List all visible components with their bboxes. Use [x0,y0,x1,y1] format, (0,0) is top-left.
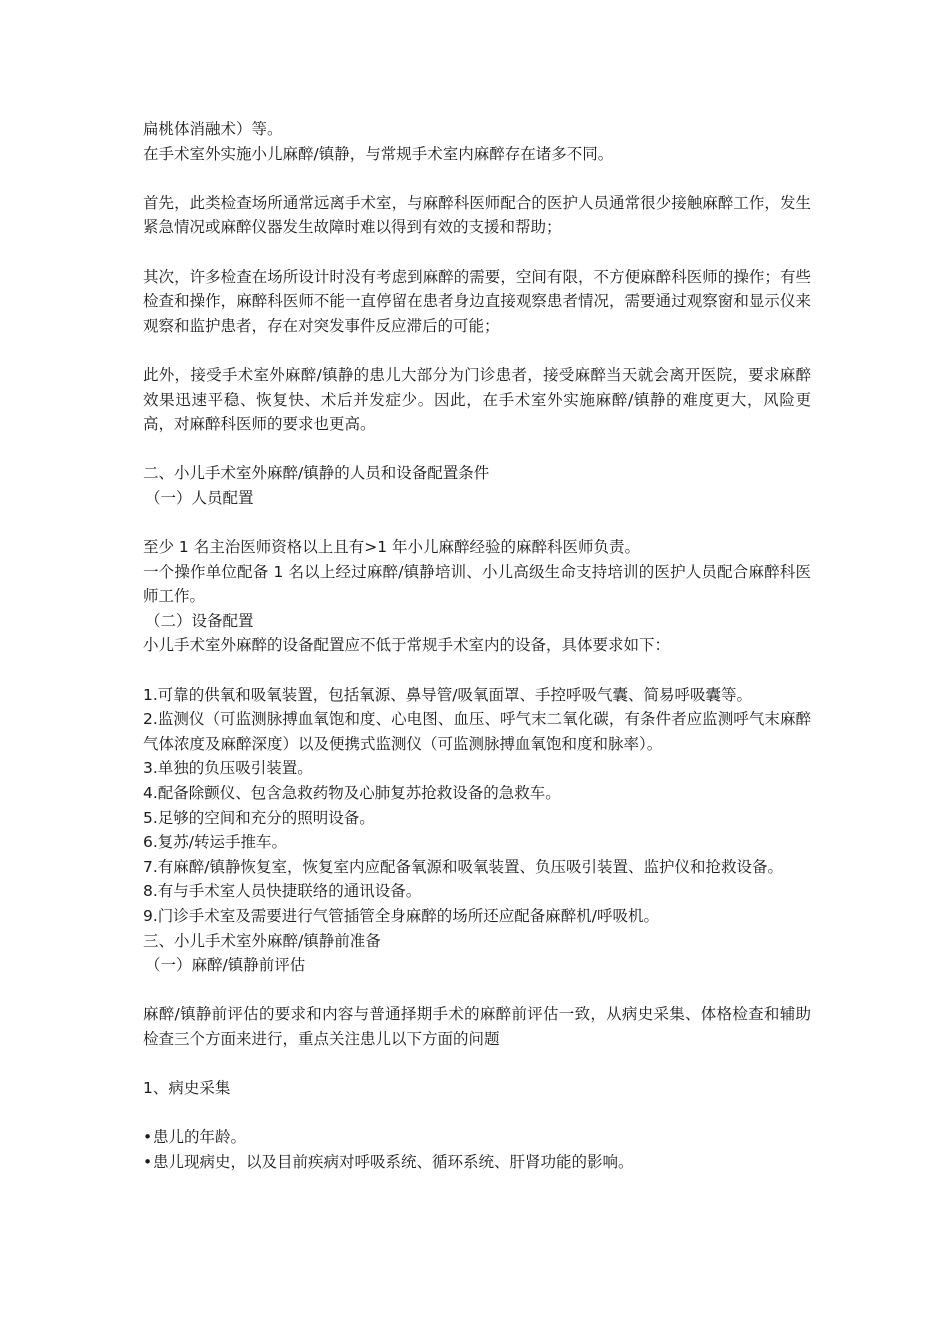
subsection-heading: （一）人员配置 [145,488,254,507]
subsubsection-heading: 1、病史采集 [143,1079,231,1098]
paragraph: 扁桃体消融术）等。 [143,120,283,138]
paragraph: 小儿手术室外麻醉的设备配置应不低于常规手术室内的设备，具体要求如下： [143,636,671,655]
bullet-item: • 患儿的年龄。 [143,1125,811,1150]
list-item: 4.配备除颤仪、包含急救药物及心肺复苏抢救设备的急救车。 [143,784,561,803]
paragraph: 此外，接受手术室外麻醉/镇静的患儿大部分为门诊患者，接受麻醉当天就会离开医院，要求麻醉效果迅速平稳、恢复快、术后并发症少。因此，在手术室外实施麻醉/镇静的难度更大，风险更高，对麻醉科医师的要求也更高。 [143,365,811,434]
paragraph: 一个操作单位配备 1 名以上经过麻醉/镇静培训、小儿高级生命支持培训的医护人员配合麻醉科医师工作。 [143,562,811,606]
document-body [143,117,811,1175]
subsection-heading: （一）麻醉/镇静前评估 [145,956,306,975]
list-item: 1.可靠的供氧和吸氧装置，包括氧源、鼻导管/吸氧面罩、手控呼吸气囊、简易呼吸囊等。 [143,685,753,704]
list-item: 6.复苏/转运手推车。 [143,833,288,852]
list-item: 5.足够的空间和充分的照明设备。 [143,808,375,827]
list-item: 7.有麻醉/镇静恢复室，恢复室内应配备氧源和吸氧装置、负压吸引装置、监护仪和抢救设备。 [143,857,784,876]
list-item: 9.门诊手术室及需要进行气管插管全身麻醉的场所还应配备麻醉机/呼吸机。 [143,907,660,925]
list-item: 3.单独的负压吸引装置。 [143,759,313,778]
subsection-heading: （二）设备配置 [145,611,254,630]
paragraph: 至少 1 名主治医师资格以上且有>1 年小儿麻醉经验的麻醉科医师负责。 [143,538,640,557]
bullet-item: • 患儿现病史，以及目前疾病对呼吸系统、循环系统、肝肾功能的影响。 [143,1150,811,1175]
list-item: 8.有与手术室人员快捷联络的通讯设备。 [143,882,422,901]
list-item: 2.监测仪（可监测脉搏血氧饱和度、心电图、血压、呼气末二氧化碳，有条件者应监测呼气末麻醉气体浓度及麻醉深度）以及便携式监测仪（可监测脉搏血氧饱和度和脉率）。 [143,710,811,753]
section-heading: 二、小儿手术室外麻醉/镇静的人员和设备配置条件 [143,464,490,483]
paragraph: 在手术室外实施小儿麻醉/镇静，与常规手术室内麻醉存在诸多不同。 [143,144,614,163]
paragraph: 首先，此类检查场所通常远离手术室，与麻醉科医师配合的医护人员通常很少接触麻醉工作，发生紧急情况或麻醉仪器发生故障时难以得到有效的支援和帮助； [143,193,811,237]
section-heading: 三、小儿手术室外麻醉/镇静前准备 [143,931,381,950]
paragraph: 其次，许多检查在场所设计时没有考虑到麻醉的需要，空间有限，不方便麻醉科医师的操作；有些检查和操作，麻醉科医师不能一直停留在患者身边直接观察患者情况，需要通过观察窗和显示仪来观察和监护患者，存在对突发事件反应滞后的可能； [143,267,811,335]
paragraph: 麻醉/镇静前评估的要求和内容与普通择期手术的麻醉前评估一致，从病史采集、体格检查和辅助检查三个方面来进行，重点关注患儿以下方面的问题 [143,1005,811,1048]
